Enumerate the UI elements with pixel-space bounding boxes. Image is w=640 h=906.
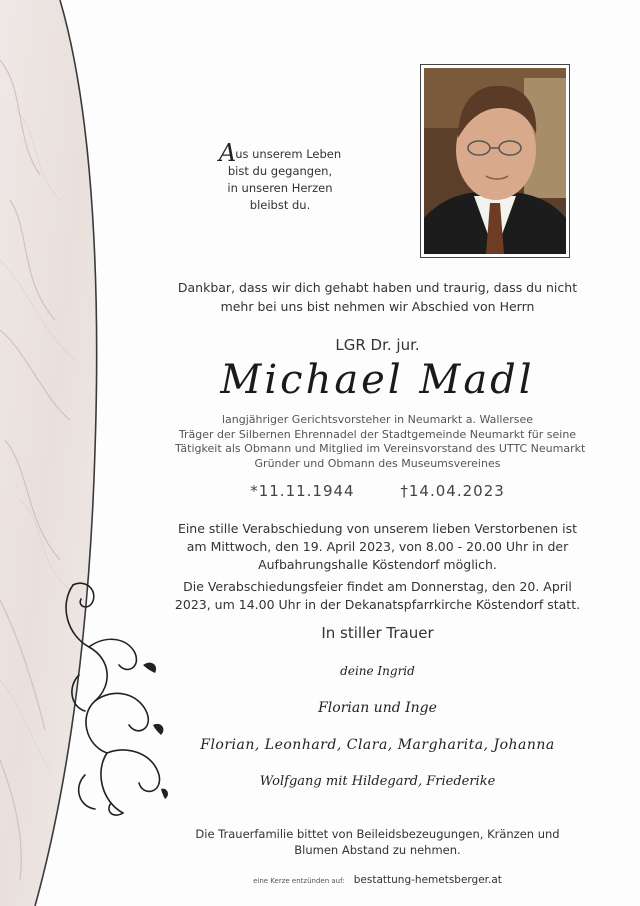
death-date: †14.04.2023	[400, 482, 505, 500]
footer	[175, 868, 580, 887]
role-line: Tätigkeit als Obmann und Mitglied im Vereinsvorstand des UTTC Neumarkt	[175, 442, 586, 455]
intro-text: Dankbar, dass wir dich gehabt haben und traurig, dass du nicht mehr bei uns bist nehmen wir Abschied von Herrn	[177, 280, 578, 314]
poem-line: bist du gegangen,	[227, 164, 333, 178]
family-line: deine Ingrid	[340, 664, 415, 678]
flourish-ornament	[55, 575, 175, 830]
poem-line: bleibst du.	[249, 198, 311, 212]
mourning-heading: In stiller Trauer	[321, 624, 434, 642]
roles-list	[175, 413, 586, 471]
poem	[200, 139, 360, 214]
website-link[interactable]: bestattung-hemetsberger.at	[353, 874, 502, 886]
deceased-title: LGR Dr. jur.	[335, 336, 420, 354]
family-line: Wolfgang mit Hildegard, Friederike	[259, 774, 496, 789]
portrait-image	[424, 68, 566, 254]
birth-date: *11.11.1944	[250, 482, 355, 500]
poem-line: us unserem Leben	[235, 147, 342, 161]
role-line: Träger der Silbernen Ehrennadel der Stadtgemeinde Neumarkt für seine	[178, 427, 577, 441]
closing-request: Die Trauerfamilie bittet von Beileidsbezeugungen, Kränzen und Blumen Abstand zu nehmen.	[195, 827, 560, 857]
role-line: langjähriger Gerichtsvorsteher in Neumarkt a. Wallersee	[221, 413, 534, 426]
deceased-name: Michael Madl	[220, 357, 535, 403]
candle-text: eine Kerze entzünden auf:	[253, 877, 345, 885]
portrait-photo	[420, 64, 570, 258]
family-line: Florian, Leonhard, Clara, Margharita, Johanna	[200, 737, 555, 753]
family-line: Florian und Inge	[318, 700, 437, 716]
life-dates	[175, 482, 580, 500]
poem-line: in unseren Herzen	[227, 181, 333, 195]
role-line: Gründer und Obmann des Museumsvereines	[254, 456, 501, 470]
viewing-announcement: Eine stille Verabschiedung von unserem lieben Verstorbenen ist am Mittwoch, den 19. April 2023, von 8.00 - 20.00 Uhr in der Aufbahrungshalle Köstendorf möglich.	[177, 521, 578, 572]
ceremony-announcement: Die Verabschiedungsfeier findet am Donnerstag, den 20. April 2023, um 14.00 Uhr in der Dekanatspfarrkirche Köstendorf statt.	[174, 579, 581, 612]
poem-dropcap: A	[218, 139, 237, 167]
